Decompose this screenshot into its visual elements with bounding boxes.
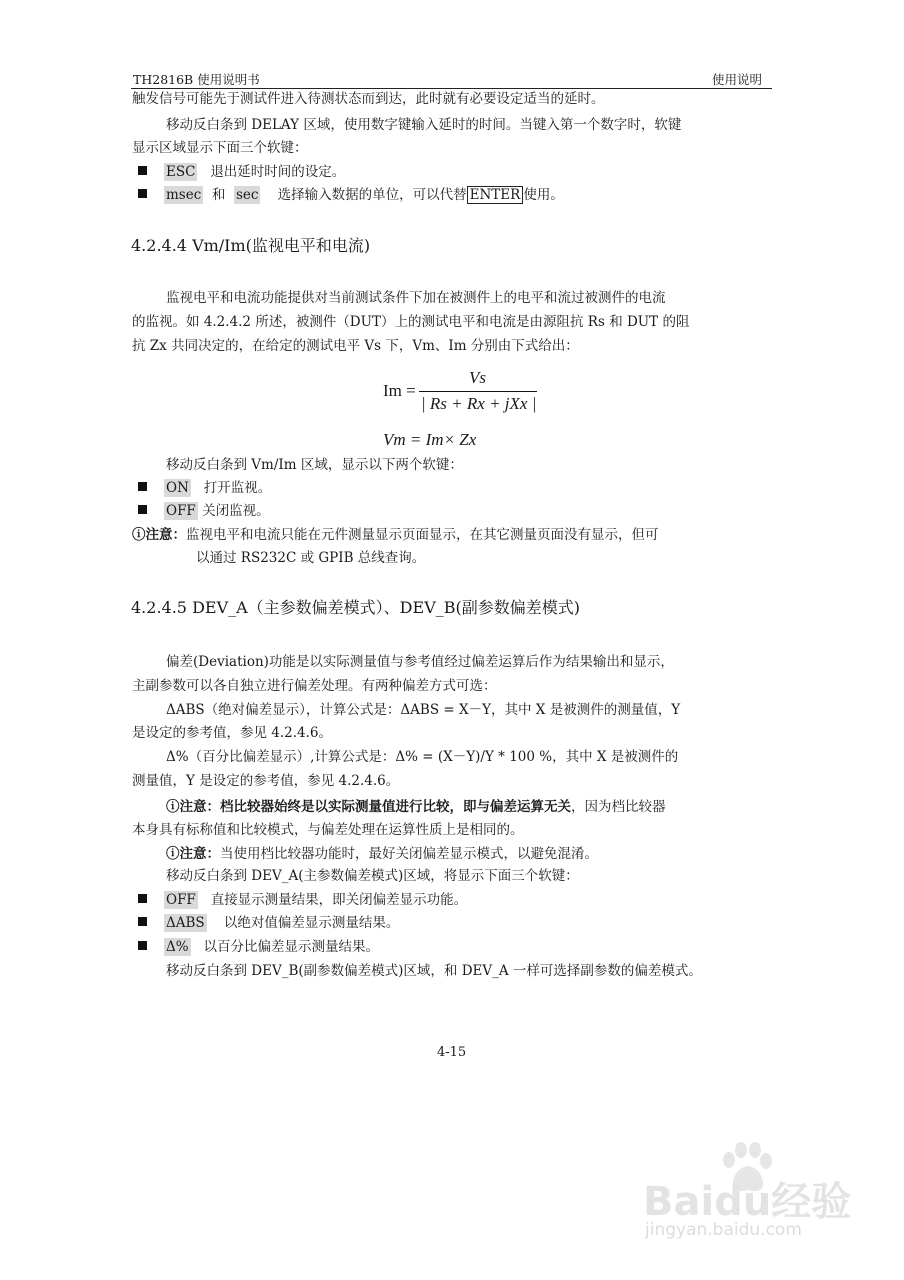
softkey-label: ΔABS [166,915,205,931]
note-text-cont: 以通过 RS232C 或 GPIB 总线查询。 [196,550,426,566]
body-line: 触发信号可能先于测试件进入待测状态而到达，此时就有必要设定适当的延时。 [132,91,605,107]
softkey-item-dev-pct [138,937,379,957]
body-line: ΔABS（绝对偏差显示），计算公式是：ΔABS = X－Y，其中 X 是被测件的测量值，Y [166,702,681,718]
note-block [166,797,666,817]
section-heading-vm-im: 4.2.4.4 Vm/Im(监视电平和电流) [131,236,371,255]
watermark-url: jingyan.baidu.com [645,1220,802,1240]
note-text-cont: 本身具有标称值和比较模式，与偏差处理在运算性质上是相同的。 [132,822,524,838]
softkey-label: OFF [166,503,196,519]
softkey-item-units [138,185,564,205]
note-circle-i-icon: ⓘ [132,527,146,543]
softkey-item-esc [138,162,345,182]
softkey-label: Δ% [166,939,189,955]
body-line: 移动反白条到 DEV_B(副参数偏差模式)区域，和 DEV_A 一样可选择副参数的偏差模式。 [166,963,702,979]
bullet-square-icon [138,166,147,175]
softkey-label: ON [166,480,189,496]
bullet-square-icon [138,189,147,198]
header-section-title: 使用说明 [712,72,763,87]
note-block [132,525,659,545]
body-line: 移动反白条到 DEV_A(主参数偏差模式)区域，将显示下面三个软键： [166,868,579,884]
formula-im-numerator: Vs [469,368,486,387]
enter-key-label: ENTER [467,186,524,204]
softkey-label: ESC [166,164,196,180]
softkey-desc: 以百分比偏差显示测量结果。 [203,939,379,955]
body-line: 移动反白条到 Vm/Im 区域，显示以下两个软键： [166,457,463,473]
formula-vm: Vm = Im× Zx [383,430,477,449]
softkey-item-dev-off [138,890,467,910]
softkey-item-off [138,501,270,521]
body-line: 显示区域显示下面三个软键： [132,140,308,156]
connector-word: 和 [211,187,226,203]
bullet-square-icon [138,482,147,491]
watermark-brand: Baidu经验 [643,1179,852,1225]
softkey-desc: 退出延时时间的设定。 [210,164,346,180]
note-circle-i-icon: ⓘ [166,799,180,815]
watermark [643,1138,863,1248]
softkey-desc: 以绝对值偏差显示测量结果。 [223,915,400,931]
formula-fraction-bar [419,391,537,392]
formula-im-denominator: | Rs + Rx + jXx | [421,394,537,413]
softkey-desc: 关闭监视。 [202,503,270,519]
bullet-square-icon [138,941,147,950]
page-number: 4-15 [437,1045,467,1060]
body-line: 的监视。如 4.2.4.2 所述，被测件（DUT）上的测试电平和电流是由源阻抗 Rs 和 DUT 的阻 [132,314,690,330]
softkey-label: sec [235,187,259,203]
note-label: 注意： [179,846,220,862]
note-text: 监视电平和电流只能在元件测量显示页面显示，在其它测量页面没有显示，但可 [186,527,659,543]
bullet-square-icon [138,917,147,926]
note-bold-text: 注意：档比较器始终是以实际测量值进行比较，即与偏差运算无关 [179,799,571,815]
bullet-square-icon [138,894,147,903]
softkey-desc: 选择输入数据的单位，可以代替 [277,187,467,203]
softkey-desc-tail: 使用。 [523,187,564,203]
softkey-item-dev-abs [138,913,399,933]
softkey-label: msec [166,187,202,203]
formula-im-lhs: Im = [383,381,416,400]
softkey-desc: 打开监视。 [203,480,272,496]
body-line: Δ%（百分比偏差显示）,计算公式是：Δ% = (X－Y)/Y * 100 %，其中 X 是被测件的 [166,749,679,765]
softkey-item-on [138,478,271,498]
body-line: 监视电平和电流功能提供对当前测试条件下加在被测件上的电平和流过被测件的电流 [166,290,666,306]
note-label: 注意： [145,527,186,543]
header-manual-title: TH2816B 使用说明书 [133,72,260,87]
note-circle-i-icon: ⓘ [166,846,180,862]
section-heading-dev: 4.2.4.5 DEV_A（主参数偏差模式）、DEV_B(副参数偏差模式) [131,598,580,617]
body-line: 移动反白条到 DELAY 区域，使用数字键输入延时的时间。当键入第一个数字时，软键 [166,117,682,133]
body-line: 偏差(Deviation)功能是以实际测量值与参考值经过偏差运算后作为结果输出和显示， [166,654,674,670]
softkey-label: OFF [166,892,196,908]
note-text: ，因为档比较器 [571,799,666,815]
body-line: 测量值，Y 是设定的参考值，参见 4.2.4.6。 [132,773,400,789]
body-line: 主副参数可以各自独立进行偏差处理。有两种偏差方式可选： [132,678,497,694]
note-text: 当使用档比较器功能时，最好关闭偏差显示模式，以避免混淆。 [220,846,598,862]
body-line: 是设定的参考值，参见 4.2.4.6。 [132,725,333,741]
softkey-desc: 直接显示测量结果，即关闭偏差显示功能。 [210,892,468,908]
bullet-square-icon [138,505,147,514]
body-line: 抗 Zx 共同决定的，在给定的测试电平 Vs 下，Vm、Im 分别由下式给出： [132,338,579,354]
note-block [166,844,598,864]
